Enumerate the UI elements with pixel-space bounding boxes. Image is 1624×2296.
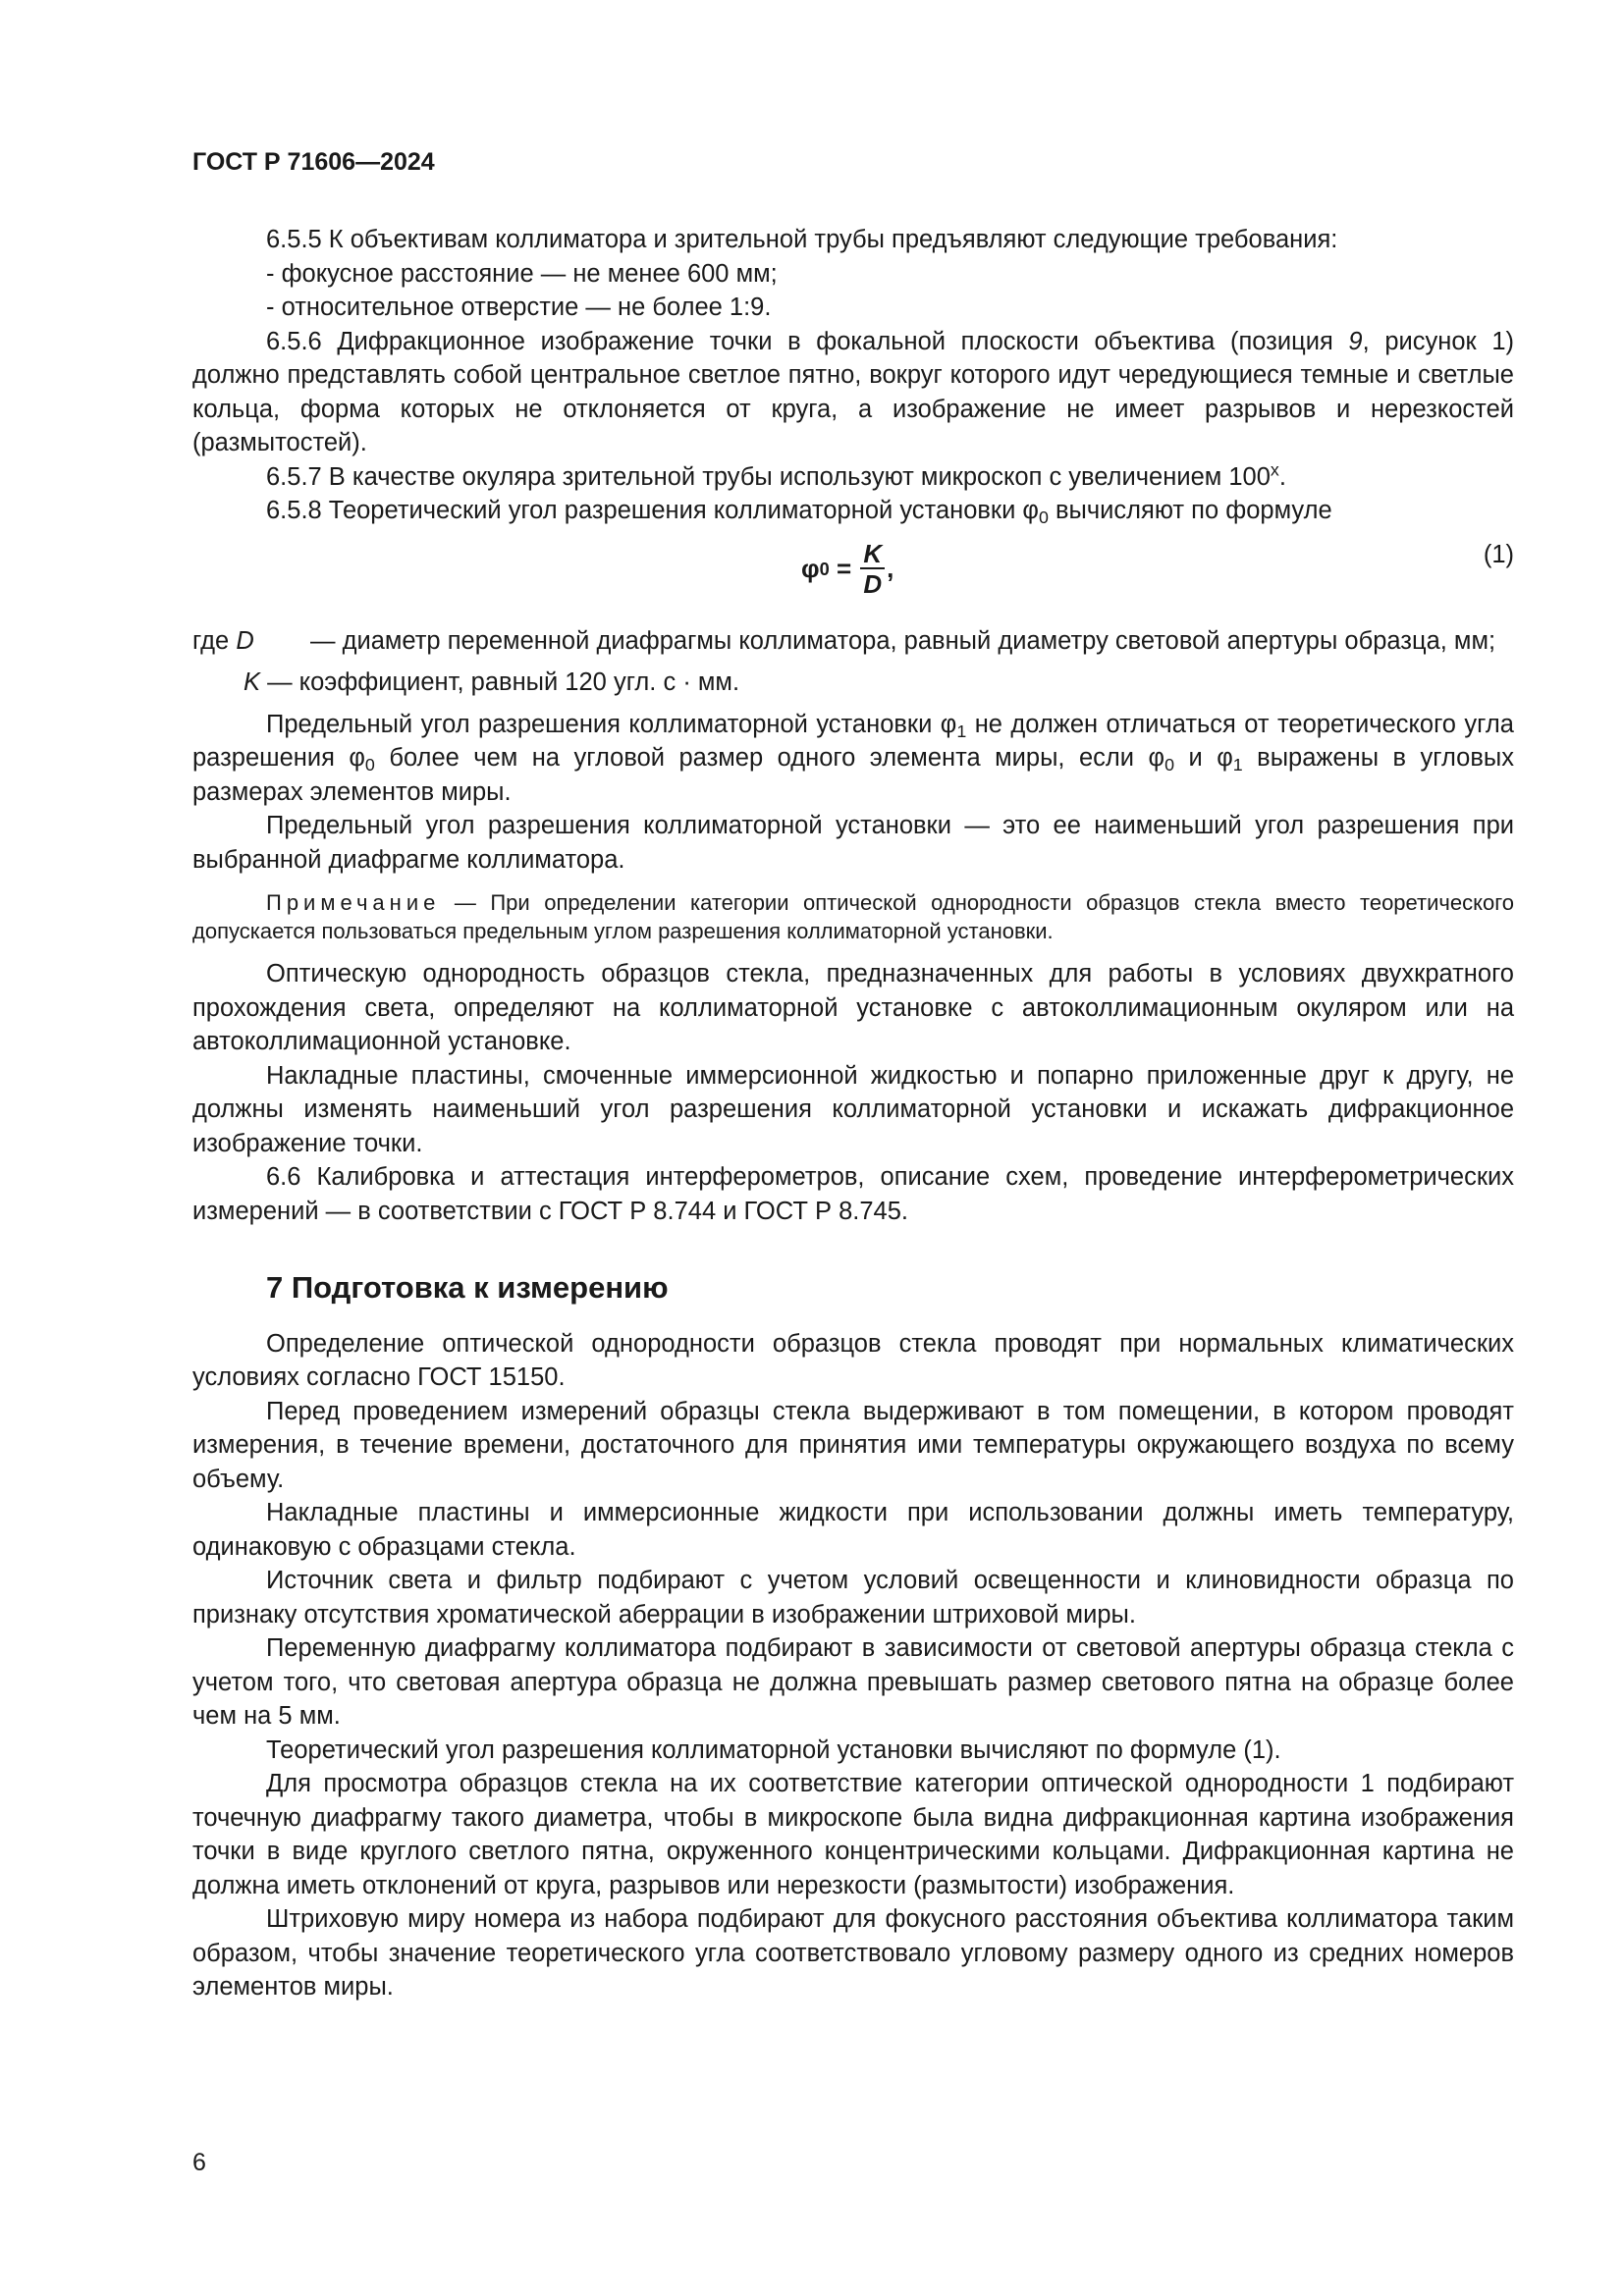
page-number: 6 (192, 2149, 206, 2176)
section-7-paragraph: Источник света и фильтр подбирают с учетом условий освещенности и клиновидности образца по признаку отсутствия хроматической аберрации в изображении штриховой миры. (192, 1567, 1514, 1629)
formula-fraction: $\frac{K}{D}$ (860, 540, 885, 599)
section-7-paragraph: Определение оптической однородности образцов стекла проводят при нормальных климатических условиях согласно ГОСТ 15150. (192, 1329, 1514, 1391)
where-k-definition: K — коэффициент, равный 120 угл. с · мм. (244, 668, 740, 696)
paragraph-6-6: 6.6 Калибровка и аттестация интерферометров, описание схем, проведение интерферометрических измерений — в соответствии с ГОСТ Р 8.744 и ГОСТ Р 8.745. (192, 1163, 1514, 1225)
section-7-paragraph: Перед проведением измерений образцы стекла выдерживают в том помещении, в котором проводят измерения, в течение времени, достаточного для принятия ими температуры окружающего воздуха по всему объему. (192, 1397, 1514, 1493)
formula-1: φ 0 = $\frac{K}{D}$ , (801, 538, 894, 599)
equation-number: (1) (1483, 540, 1514, 568)
document-header: ГОСТ Р 71606—2024 (192, 148, 435, 176)
paragraph-6-5-6: 6.5.6 Дифракционное изображение точки в фокальной плоскости объектива (позиция 9, рисунок 1) должно представлять собой центральное светлое пятно, вокруг которого идут чередующиеся темные и светлые кольца, форма которых не отклоняется от круга, а изображение не имеет разрывов и нерезкостей (размытостей). (192, 327, 1514, 456)
where-d-definition: где D — диаметр переменной диафрагмы коллиматора, равный диаметру световой апертуры образца, мм; (192, 626, 1496, 655)
section-7-paragraph: Накладные пластины и иммерсионные жидкости при использовании должны иметь температуру, одинаковую с образцами стекла. (192, 1499, 1514, 1561)
section-7-paragraph: Теоретический угол разрешения коллиматорной установки вычисляют по формуле (1). (266, 1735, 1281, 1764)
paragraph-6-5-8: 6.5.8 Теоретический угол разрешения коллиматорной установки $\varphi_0$ вычисляют по формуле (266, 497, 1332, 527)
paragraph-plates: Накладные пластины, смоченные иммерсионной жидкостью и попарно приложенные друг к другу, не должны изменять наименьший угол разрешения коллиматорной установки и искажать дифракционное изображение точки. (192, 1061, 1514, 1157)
paragraph-6-5-7: 6.5.7 В качестве окуляра зрительной трубы используют микроскоп с увеличением $100^х$. (266, 459, 1286, 491)
paragraph-6-5-5: 6.5.5 К объективам коллиматора и зрительной трубы предъявляют следующие требования: (266, 226, 1338, 253)
section-7-paragraph: Штриховую миру номера из набора подбирают для фокусного расстояния объектива коллиматора таким образом, чтобы значение теоретического угла соответствовало угловому размеру одного из средних номеров элементов миры. (192, 1905, 1514, 2001)
paragraph-double-pass: Оптическую однородность образцов стекла, предназначенных для работы в условиях двухкратного прохождения света, определяют на коллиматорной установке с автоколлимационным окуляром или на автоколлимационной установке. (192, 960, 1514, 1055)
paragraph-limit-definition: Предельный угол разрешения коллиматорной установки — это ее наименьший угол разрешения при выбранной диафрагме коллиматора. (192, 812, 1514, 874)
paragraph-limit-angle: Предельный угол разрешения коллиматорной установки $\varphi_1$ не должен отличаться от теоретического угла разрешения $\varphi_0$ более чем на угловой размер одного элемента миры, если $\varphi_0$ и $\varphi_1$ выражены в угловых размерах элементов миры. (192, 710, 1514, 806)
list-item-aperture: - относительное отверстие — не более 1:9. (266, 294, 772, 321)
formula-block (192, 528, 1514, 613)
document-body (192, 223, 1514, 2004)
section-7-title: 7 Подготовка к измерению (266, 1270, 669, 1305)
section-7-paragraph: Переменную диафрагму коллиматора подбирают в зависимости от световой апертуры образца стекла с учетом того, что световая апертура образца не должна превышать размер светового пятна на образце более чем на 5 мм. (192, 1634, 1514, 1730)
section-7-paragraph: Для просмотра образцов стекла на их соответствие категории оптической однородности 1 подбирают точечную диафрагму такого диаметра, чтобы в микроскопе была видна дифракционная картина изображения точки в виде круглого светлого пятна, окруженного концентрическими кольцами. Дифракционная картина не должна иметь отклонений от круга, разрывов или нерезкости (размытости) изображения. (192, 1770, 1514, 1899)
note: Примечание — При определении категории оптической однородности образцов стекла вместо теоретического допускается пользоваться предельным углом разрешения коллиматорной установки. (192, 890, 1514, 943)
list-item-focal-length: - фокусное расстояние — не менее 600 мм; (266, 259, 778, 288)
